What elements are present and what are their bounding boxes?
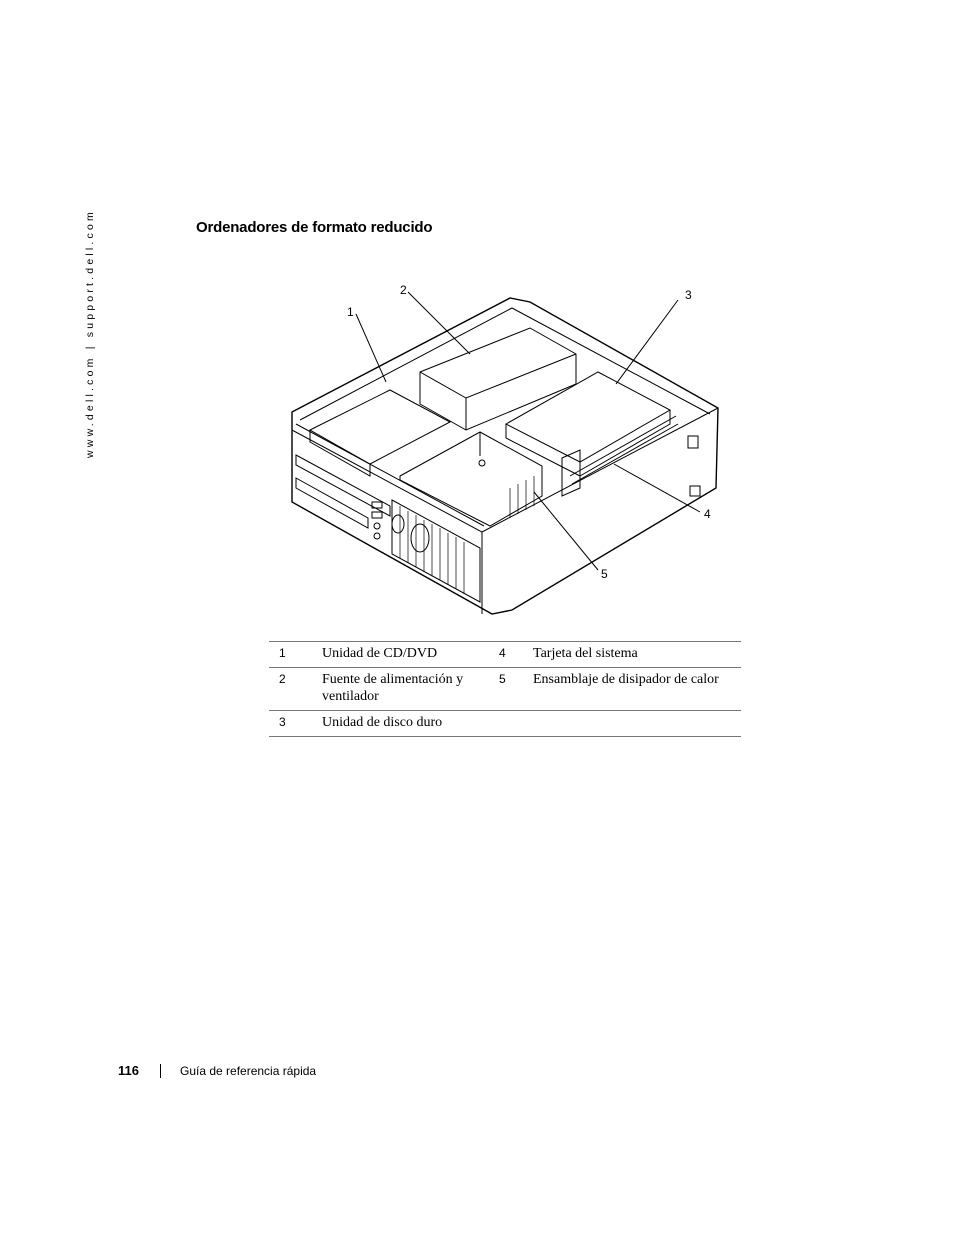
legend-number: 4 [499, 642, 533, 668]
legend-label: Unidad de CD/DVD [322, 642, 499, 668]
legend-number: 5 [499, 668, 533, 711]
legend-number: 3 [269, 711, 322, 737]
page-number: 116 [118, 1063, 139, 1078]
computer-diagram [280, 280, 740, 625]
table-row [269, 668, 741, 711]
table-row [269, 711, 741, 737]
table-row [269, 642, 741, 668]
callout-4: 4 [704, 507, 711, 521]
legend-label: Fuente de alimentación y ventilador [322, 668, 499, 711]
legend-label [533, 711, 741, 737]
legend-number [499, 711, 533, 737]
section-title: Ordenadores de formato reducido [196, 219, 433, 236]
callout-2: 2 [400, 283, 407, 297]
footer-divider [160, 1064, 161, 1078]
legend-label: Unidad de disco duro [322, 711, 499, 737]
legend-number: 1 [269, 642, 322, 668]
sidebar-url: www.dell.com | support.dell.com [84, 209, 96, 458]
legend-label: Tarjeta del sistema [533, 642, 741, 668]
legend-label: Ensamblaje de disipador de calor [533, 668, 741, 711]
callout-3: 3 [685, 288, 692, 302]
footer-doc-title: Guía de referencia rápida [180, 1064, 317, 1078]
legend-table [269, 641, 741, 737]
callout-1: 1 [347, 305, 354, 319]
chassis-illustration [280, 280, 740, 625]
legend-number: 2 [269, 668, 322, 711]
callout-5: 5 [601, 567, 608, 581]
